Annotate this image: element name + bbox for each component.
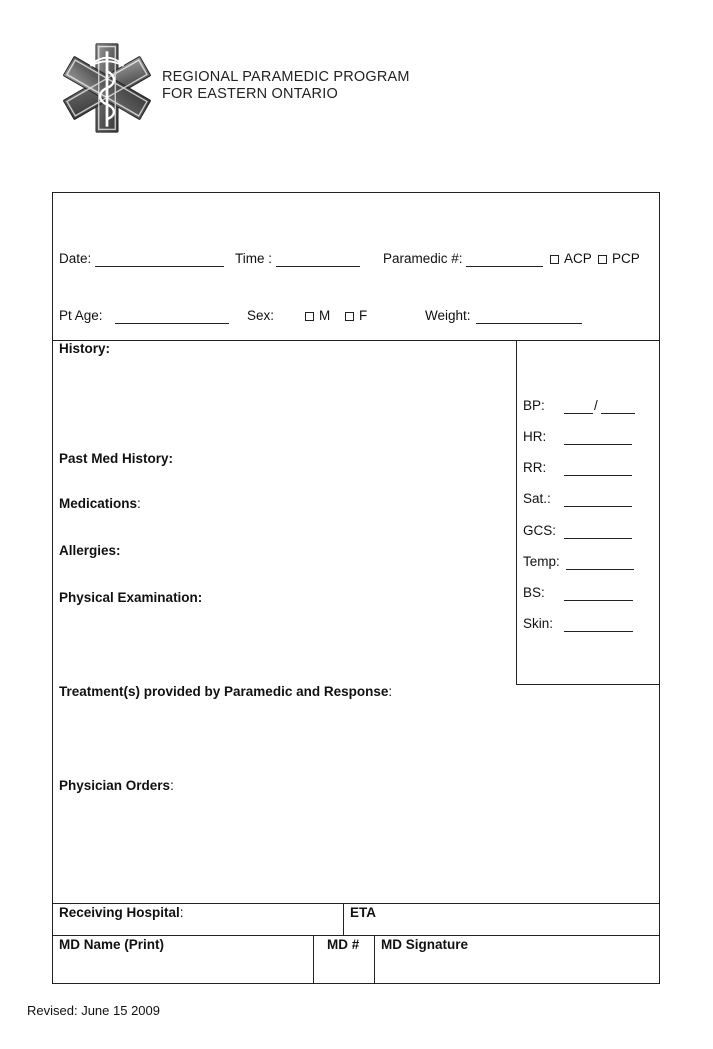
pcp-checkbox[interactable] <box>598 255 607 264</box>
sex-male-checkbox[interactable] <box>305 312 314 321</box>
rr-field[interactable] <box>564 475 632 476</box>
divider-md-row <box>53 935 659 936</box>
bp-slash: / <box>594 398 598 413</box>
sat-field[interactable] <box>564 506 632 507</box>
hr-label: HR: <box>523 429 547 444</box>
weight-field[interactable] <box>476 323 582 324</box>
acp-checkbox[interactable] <box>550 255 559 264</box>
gcs-field[interactable] <box>564 538 632 539</box>
temp-field[interactable] <box>566 569 634 570</box>
divider-hospital-row <box>53 903 659 904</box>
temp-label: Temp: <box>523 554 560 569</box>
vitals-box-left-border <box>516 340 517 685</box>
divider-md-number <box>313 935 314 983</box>
skin-label: Skin: <box>523 616 554 631</box>
receiving-hospital-label: Receiving Hospital: <box>59 905 184 920</box>
divider-eta <box>343 903 344 935</box>
vitals-box-bottom-border <box>516 684 659 685</box>
bp-diastolic-field[interactable] <box>601 413 635 414</box>
past-med-history-heading: Past Med History: <box>59 451 174 466</box>
rr-label: RR: <box>523 460 547 475</box>
time-field[interactable] <box>276 266 360 267</box>
divider-top <box>53 340 659 341</box>
sex-female-label: F <box>359 308 368 323</box>
star-of-life-icon <box>58 42 156 134</box>
pt-age-field[interactable] <box>115 323 229 324</box>
hr-field[interactable] <box>564 444 632 445</box>
physical-examination-heading: Physical Examination: <box>59 590 203 605</box>
medications-heading: Medications: <box>59 496 141 511</box>
bp-label: BP: <box>523 398 545 413</box>
org-line-2: FOR EASTERN ONTARIO <box>162 86 338 102</box>
pt-age-label: Pt Age: <box>59 308 103 323</box>
skin-field[interactable] <box>564 631 633 632</box>
org-line-1: REGIONAL PARAMEDIC PROGRAM <box>162 69 410 85</box>
md-number-label: MD # <box>327 937 360 952</box>
sex-label: Sex: <box>247 308 275 323</box>
allergies-heading: Allergies: <box>59 543 121 558</box>
patient-report-form <box>52 192 660 984</box>
pcp-label: PCP <box>612 251 640 266</box>
bs-field[interactable] <box>564 600 633 601</box>
gcs-label: GCS: <box>523 523 557 538</box>
sex-female-checkbox[interactable] <box>345 312 354 321</box>
md-signature-label: MD Signature <box>381 937 469 952</box>
divider-md-signature <box>374 935 375 983</box>
time-label: Time : <box>235 251 272 266</box>
eta-label: ETA <box>350 905 376 920</box>
history-heading: History: <box>59 341 111 356</box>
bs-label: BS: <box>523 585 545 600</box>
acp-label: ACP <box>564 251 592 266</box>
bp-systolic-field[interactable] <box>564 413 593 414</box>
md-name-label: MD Name (Print) <box>59 937 165 952</box>
revised-date: Revised: June 15 2009 <box>27 1003 160 1018</box>
paramedic-number-label: Paramedic #: <box>383 251 463 266</box>
date-field[interactable] <box>95 266 224 267</box>
sex-male-label: M <box>319 308 331 323</box>
sat-label: Sat.: <box>523 491 551 506</box>
treatment-heading: Treatment(s) provided by Paramedic and Response: <box>59 684 393 699</box>
paramedic-number-field[interactable] <box>466 266 543 267</box>
date-label: Date: <box>59 251 92 266</box>
weight-label: Weight: <box>425 308 471 323</box>
organization-name <box>162 69 410 103</box>
physician-orders-heading: Physician Orders: <box>59 778 174 793</box>
